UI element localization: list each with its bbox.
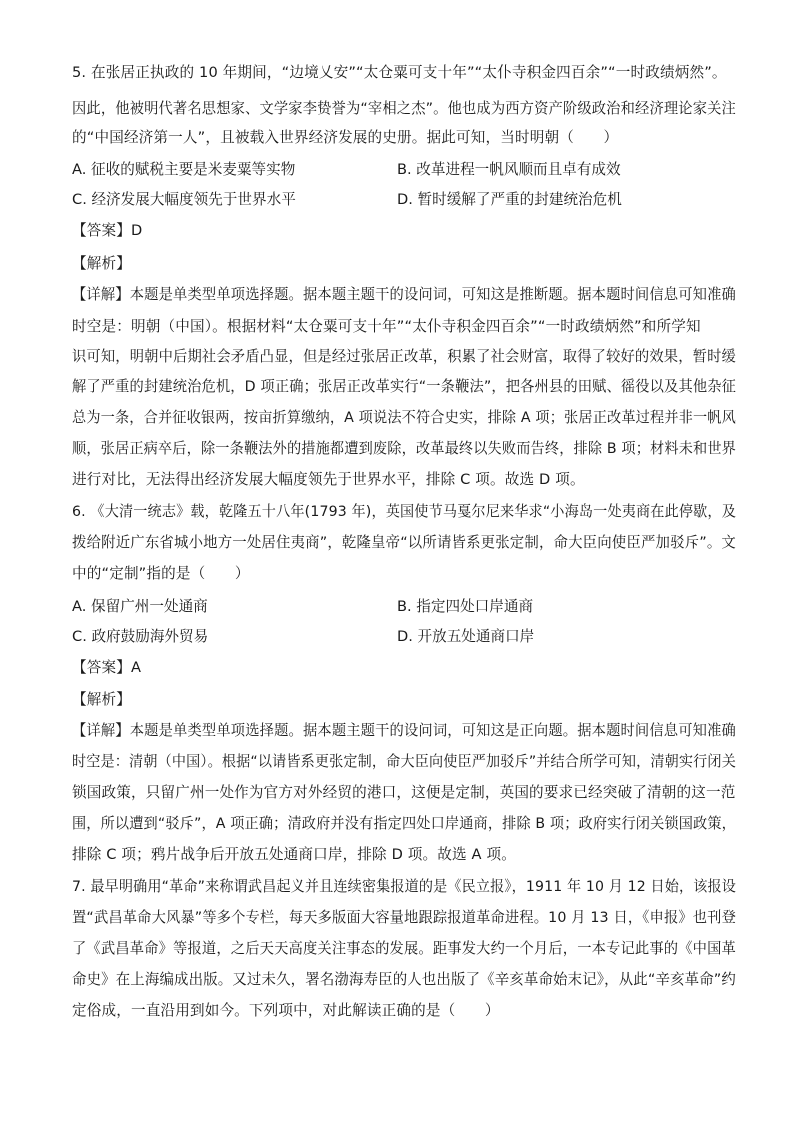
q6-analysis-label: 【解析】 [72,691,131,708]
q5-option-d: D. 暂时缓解了严重的封建统治危机 [397,191,622,208]
q6-detail-line-2: 时空是：清朝（中国）。根据“以请皆系更张定制，命大臣向使臣严加驳斥”并结合所学可知，清朝实行闭关 [72,753,736,770]
q7-stem-line-2: 置“武昌革命大风暴”等多个专栏，每天多版面大容量地跟踪报道革命进程。10 月 13 日，《申报》也刊登 [72,909,736,926]
q5-detail-line-7: 进行对比，无法得出经济发展大幅度领先于世界水平，排除 C 项。故选 D 项。 [72,471,585,488]
q6-stem-line-2: 拨给附近广东省城小地方一处居住夷商”，乾隆皇帝“以所请皆系更张定制，命大臣向使臣严加驳斥”。文 [72,534,737,551]
q5-option-b: B. 改革进程一帆风顺而且卓有成效 [397,161,621,178]
q5-detail-line-4: 解了严重的封建统治危机，D 项正确；张居正改革实行“一条鞭法”，把各州县的田赋、徭役以及其他杂征 [72,378,737,395]
q6-detail-line-5: 排除 C 项；鸦片战争后开放五处通商口岸，排除 D 项。故选 A 项。 [72,846,516,863]
q5-detail-line-6: 顺，张居正病卒后，除一条鞭法外的措施都遭到废除，改革最终以失败而告终，排除 B 项；材料未和世界 [72,440,737,457]
q7-stem-line-1: 7. 最早明确用“革命”来称谓武昌起义并且连续密集报道的是《民立报》，1911 年 10 月 12 日始，该报设 [72,878,737,895]
q5-stem-line-2: 因此，他被明代著名思想家、文学家李贽誉为“宰相之杰”。他也成为西方资产阶级政治和经济理论家关注 [72,100,736,117]
q5-option-c: C. 经济发展大幅度领先于世界水平 [72,191,296,208]
q7-stem-line-3: 了《武昌革命》等报道，之后天天高度关注事态的发展。距事发大约一个月后，一本专记此事的《中国革 [72,940,736,957]
q6-option-d: D. 开放五处通商口岸 [397,628,535,645]
q5-detail-line-2: 时空是：明朝（中国）。根据材料“太仓粟可支十年”“太仆寺积金四百余”“一时政绩炳然”和所学知 [72,318,701,335]
q6-detail-line-1: 【详解】本题是单类型单项选择题。据本题主题干的设问词，可知这是正向题。据本题时间信息可知准确 [72,722,736,739]
q5-option-a: A. 征收的赋税主要是米麦粟等实物 [72,161,296,178]
q5-analysis-label: 【解析】 [72,255,131,272]
q6-option-c: C. 政府鼓励海外贸易 [72,628,209,645]
q6-stem-line-1: 6. 《大清一统志》载，乾隆五十八年(1793 年)，英国使节马戛尔尼来华求“小海岛一处夷商在此停歇，及 [72,503,736,520]
q5-detail-line-3: 识可知，明朝中后期社会矛盾凸显，但是经过张居正改革，积累了社会财富，取得了较好的效果，暂时缓 [72,348,736,365]
q7-stem-line-4: 命史》在上海编成出版。又过未久，署名渤海寿臣的人也出版了《辛亥革命始末记》，从此“辛亥革命”约 [72,971,737,988]
q5-stem-line-1: 5. 在张居正执政的 10 年期间，“边境乂安”“太仓粟可支十年”“太仆寺积金四百余”“一时政绩炳然”。 [72,64,727,81]
q7-stem-line-5: 定俗成，一直沿用到如今。下列项中，对此解读正确的是（ ） [72,1002,500,1019]
q6-detail-line-4: 围，所以遭到“驳斥”，A 项正确；清政府并没有指定四处口岸通商，排除 B 项；政府实行闭关锁国政策， [72,815,736,832]
q6-detail-line-3: 锁国政策，只留广州一处作为官方对外经贸的港口，这便是定制，英国的要求已经突破了清朝的这一范 [72,784,736,801]
q6-answer: 【答案】A [72,659,142,676]
q5-stem-line-3: 的“中国经济第一人”，且被载入世界经济发展的史册。据此可知，当时明朝（ ） [72,129,619,146]
q5-detail-line-1: 【详解】本题是单类型单项选择题。据本题主题干的设问词，可知这是推断题。据本题时间信息可知准确 [72,286,736,303]
q6-option-b: B. 指定四处口岸通商 [397,598,534,615]
q5-answer: 【答案】D [72,222,143,239]
q6-option-a: A. 保留广州一处通商 [72,598,208,615]
q5-detail-line-5: 总为一条，合并征收银两，按亩折算缴纳，A 项说法不符合史实，排除 A 项；张居正改革过程并非一帆风 [72,409,736,426]
q6-stem-line-3: 中的“定制”指的是（ ） [72,565,250,582]
